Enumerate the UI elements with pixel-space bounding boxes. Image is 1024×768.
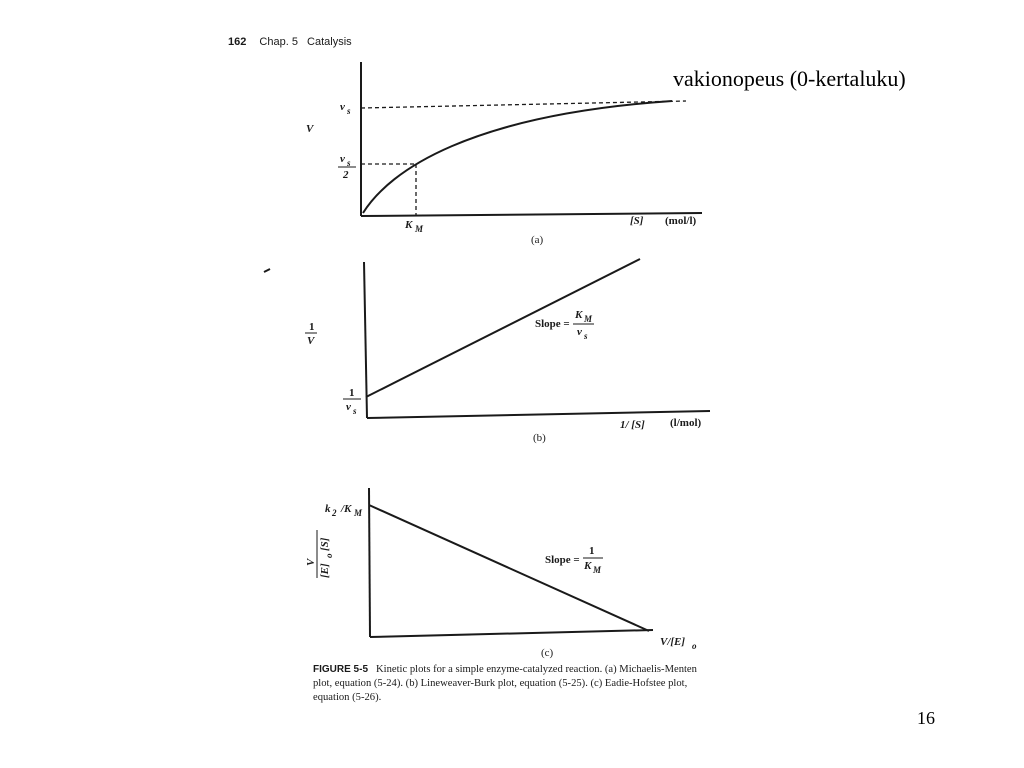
figure-caption-label: FIGURE 5-5 [313, 664, 369, 675]
slide-number: 16 [917, 708, 935, 728]
panel-a-half-tick-den: 2 [343, 169, 349, 181]
michaelis-menten-curve [363, 101, 672, 213]
panel-a-half-tick-num: v [340, 153, 345, 165]
figure-caption-text: Kinetic plots for a simple enzyme-catalyzed reaction. (a) Michaelis-Menten plot, equation (5-24). (b) Lineweaver-Burk plot, equation (5-25). (c) Eadie-Hofstee plot, equation (5-26). [313, 664, 697, 703]
panel-b-label: (b) [533, 432, 546, 444]
panel-a-km-tick: K [405, 219, 413, 231]
panel-a-y-axis-label: V [306, 123, 314, 135]
panel-c-y-axis-label [305, 530, 334, 578]
panel-c-y-axis-den: [E] [319, 563, 331, 578]
annotation-text: vakionopeus (0-kertaluku) [673, 66, 906, 91]
panel-a-vs-tick: v [340, 101, 345, 113]
scan-speck [264, 269, 270, 272]
panel-c-x-axis-sub: o [692, 641, 697, 651]
panel-c-intercept-sub2: M [354, 508, 363, 518]
panel-a-x-unit: (mol/l) [665, 215, 697, 227]
panel-b-intercept-den-sub: s [353, 406, 357, 416]
panel-a-x-axis-label: [S] [630, 215, 644, 227]
panel-c-slope-den: K [584, 560, 592, 572]
panel-a [306, 62, 702, 246]
panel-c-y-axis-den-sub: o [324, 553, 334, 558]
panel-c-intercept-mid: /K [341, 503, 352, 515]
panel-a-x-axis [361, 213, 702, 216]
panel-c-slope-den-sub: M [593, 565, 602, 575]
chapter-title: Catalysis [307, 36, 352, 48]
panel-a-half-tick-sub: s [347, 158, 351, 168]
panel-a-label: (a) [531, 234, 544, 246]
panel-c-intercept-k: k [325, 503, 331, 515]
panel-c-slope-prefix: Slope = [545, 554, 580, 566]
panel-c-y-axis-num: V [305, 558, 317, 566]
panel-b-slope-num: K [575, 309, 583, 321]
panel-b [305, 259, 710, 444]
panel-b-y-axis-num: 1 [309, 321, 315, 333]
panel-a-vs-tick-sub: s [347, 106, 351, 116]
panel-c-x-axis-label: V/[E] [660, 636, 686, 648]
chapter-label: Chap. 5 [259, 36, 298, 48]
panel-c-slope-num: 1 [589, 545, 595, 557]
eadie-hofstee-line [369, 505, 649, 631]
panel-b-slope-den: v [577, 326, 582, 338]
figure-caption [313, 663, 718, 705]
panel-c-y-axis [369, 488, 370, 637]
panel-b-y-axis-den: V [307, 335, 315, 347]
panel-b-slope-prefix: Slope = [535, 318, 570, 330]
panel-b-slope-num-sub: M [584, 314, 593, 324]
panel-b-x-axis-label: 1/ [S] [620, 419, 645, 431]
panel-b-intercept-den: v [346, 401, 351, 413]
panel-b-y-axis [364, 262, 367, 418]
lineweaver-burk-line [366, 259, 640, 397]
panel-c [305, 488, 697, 659]
panel-b-slope-den-sub: s [584, 331, 588, 341]
panel-b-intercept-num: 1 [349, 387, 355, 399]
book-page-number: 162 [228, 36, 247, 48]
panel-c-label: (c) [541, 647, 554, 659]
panel-c-intercept-sub1: 2 [332, 508, 337, 518]
panel-c-y-axis-den-tail: [S] [319, 537, 331, 551]
panel-c-x-axis [370, 630, 653, 637]
panel-b-x-unit: (l/mol) [670, 417, 702, 429]
panel-b-x-axis [367, 411, 710, 418]
panel-a-km-tick-sub: M [415, 224, 424, 234]
